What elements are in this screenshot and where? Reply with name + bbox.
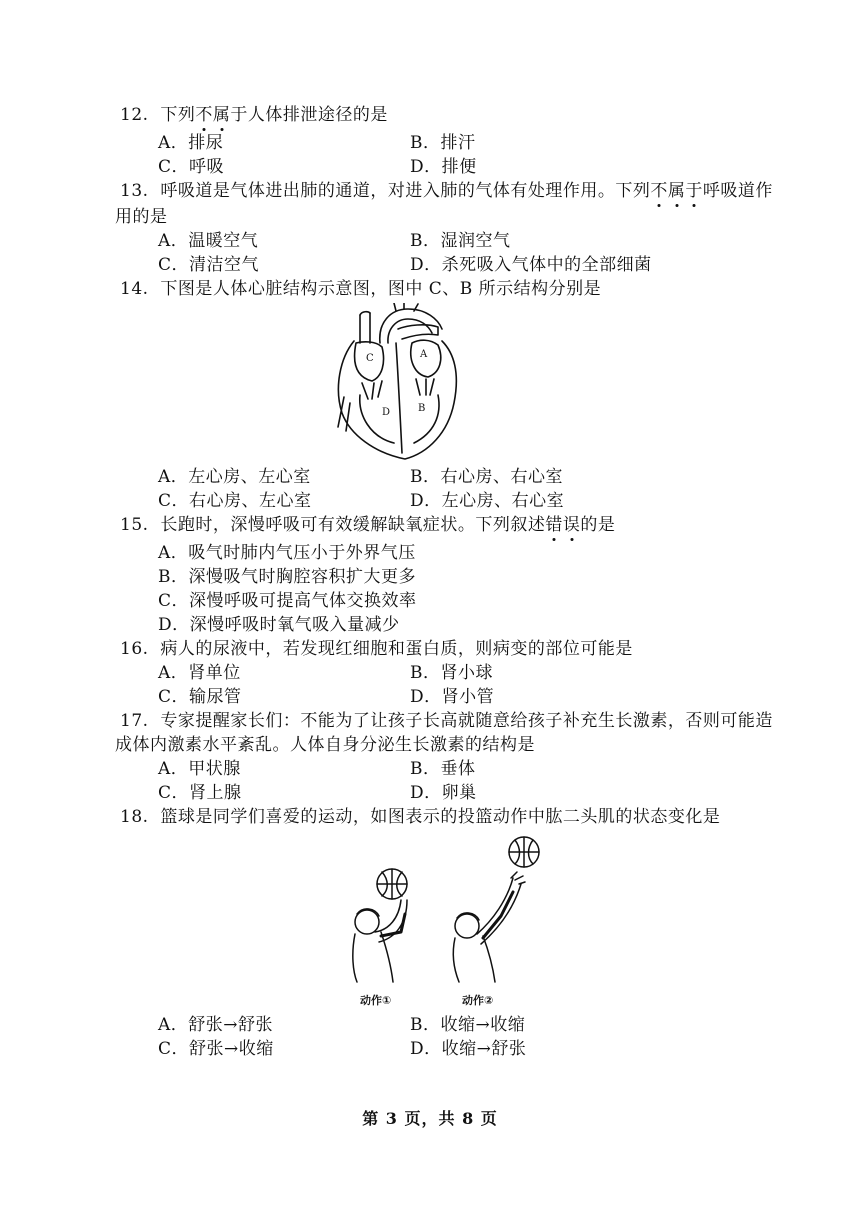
stem-text: 呼吸道作 <box>702 181 773 201</box>
question-17-stem <box>120 710 773 732</box>
option-a: A．甲状腺 <box>158 759 241 779</box>
option-d: D．肾小管 <box>410 687 495 707</box>
figure-caption-action-1: 动作① <box>360 994 392 1007</box>
heart-label-c: C <box>366 353 374 364</box>
option-b: B．垂体 <box>410 759 476 779</box>
question-number: 15. <box>120 515 149 535</box>
option-a: A．左心房、左心室 <box>158 467 311 487</box>
option-c: C．舒张→收缩 <box>158 1039 274 1059</box>
question-number: 17. <box>120 711 149 731</box>
stem-text: 篮球是同学们喜爱的运动，如图表示的投篮动作中肱二头肌的状态变化是 <box>160 807 721 827</box>
emphasis-char: 不 <box>650 181 668 201</box>
option-d: D．深慢呼吸时氧气吸入量减少 <box>158 615 400 635</box>
heart-label-d: D <box>382 407 391 418</box>
heart-diagram <box>330 303 470 463</box>
stem-text: 下图是人体心脏结构示意图，图中 C、B 所示结构分别是 <box>160 279 602 299</box>
stem-text: 长跑时，深慢呼吸可有效缓解缺氧症状。下列叙述 <box>160 515 546 535</box>
emphasis-char: 于 <box>685 181 703 201</box>
emphasis-char: 属 <box>667 181 686 201</box>
option-b: B．肾小球 <box>410 663 493 683</box>
question-12-stem <box>120 104 388 126</box>
option-b: B．收缩→收缩 <box>410 1015 526 1035</box>
option-b: B．排汗 <box>410 133 476 153</box>
question-15-stem <box>120 514 615 536</box>
option-b: B．右心房、右心室 <box>410 467 563 487</box>
stem-text: 于人体排泄途径的是 <box>230 105 388 125</box>
question-14-stem <box>120 278 601 300</box>
stem-text: 呼吸道是气体进出肺的通道，对进入肺的气体有处理作用。下列 <box>160 181 651 201</box>
emphasis-char: 属 <box>212 105 231 125</box>
option-c: C．输尿管 <box>158 687 242 707</box>
stem-text: 病人的尿液中，若发现红细胞和蛋白质，则病变的部位可能是 <box>160 639 633 659</box>
stem-text: 下列 <box>160 105 196 125</box>
heart-label-b: B <box>418 403 426 414</box>
stem-text: 专家提醒家长们：不能为了让孩子长高就随意给孩子补充生长激素，否则可能造 <box>160 711 773 731</box>
option-c: C．呼吸 <box>158 157 225 177</box>
question-number: 18. <box>120 807 149 827</box>
option-a: A．肾单位 <box>158 663 241 683</box>
question-13-stem <box>120 180 773 202</box>
heart-label-a: A <box>420 349 428 360</box>
option-a: A．舒张→舒张 <box>158 1015 274 1035</box>
option-d: D．卵巢 <box>410 783 477 803</box>
option-d: D．收缩→舒张 <box>410 1039 527 1059</box>
question-number: 12. <box>120 105 149 125</box>
option-b: B．深慢吸气时胸腔容积扩大更多 <box>158 567 416 587</box>
question-number: 14. <box>120 279 149 299</box>
option-c: C．肾上腺 <box>158 783 242 803</box>
question-18-stem <box>120 806 720 828</box>
question-13-stem-cont: 用的是 <box>115 207 168 227</box>
question-17-stem-cont: 成体内激素水平紊乱。人体自身分泌生长激素的结构是 <box>115 735 535 755</box>
emphasis-char: 误 <box>562 515 581 535</box>
option-d: D．杀死吸入气体中的全部细菌 <box>410 255 652 275</box>
option-a: A．温暖空气 <box>158 231 259 251</box>
option-c: C．清洁空气 <box>158 255 260 275</box>
question-number: 13. <box>120 181 149 201</box>
basketball-shooting-figure <box>345 834 555 989</box>
option-c: C．右心房、左心室 <box>158 491 312 511</box>
option-d: D．左心房、右心室 <box>410 491 565 511</box>
option-a: A．吸气时肺内气压小于外界气压 <box>158 543 416 563</box>
option-b: B．湿润空气 <box>410 231 511 251</box>
option-a: A．排尿 <box>158 133 224 153</box>
question-16-stem <box>120 638 633 660</box>
option-d: D．排便 <box>410 157 477 177</box>
emphasis-char: 错 <box>545 515 563 535</box>
emphasis-char: 不 <box>195 105 213 125</box>
figure-caption-action-2: 动作② <box>462 994 494 1007</box>
page-footer: 第 3 页，共 8 页 <box>362 1109 498 1128</box>
option-c: C．深慢呼吸可提高气体交换效率 <box>158 591 417 611</box>
question-number: 16. <box>120 639 149 659</box>
stem-text: 的是 <box>580 515 616 535</box>
